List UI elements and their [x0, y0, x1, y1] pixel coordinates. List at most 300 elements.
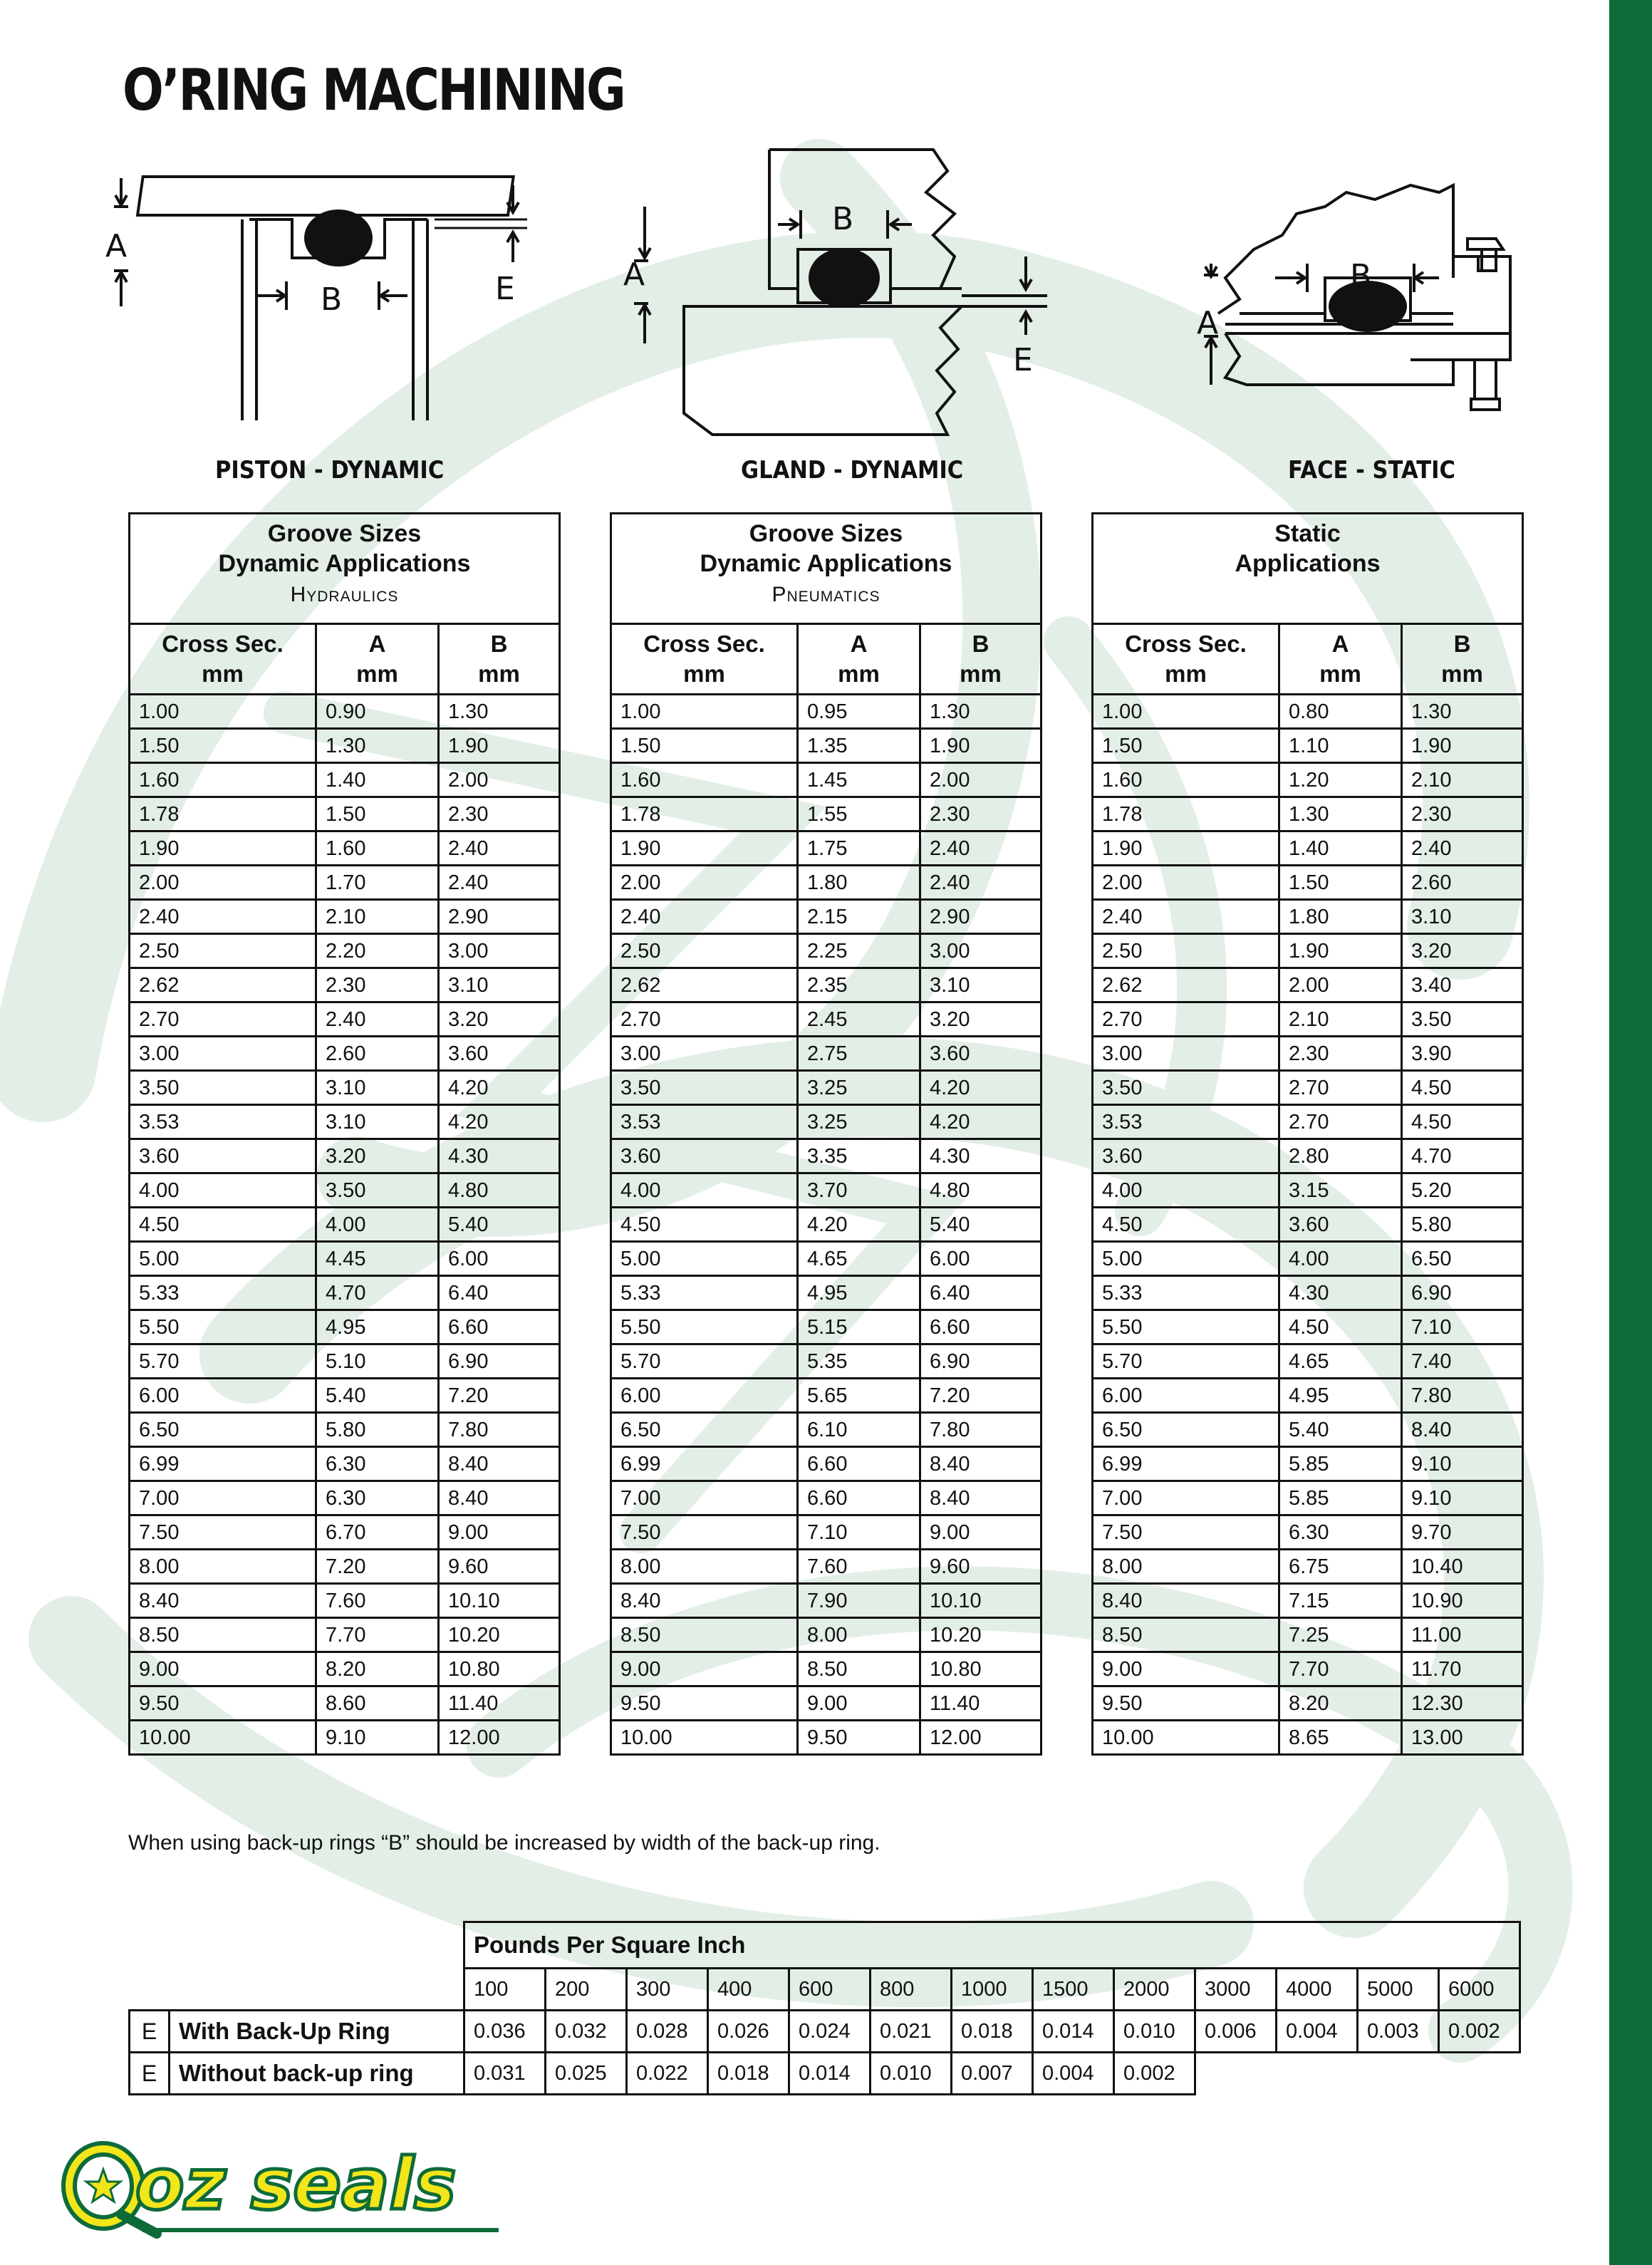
b-value-cell: 2.30 [1402, 797, 1523, 831]
face-static-label: FACE - STATIC [1288, 456, 1455, 484]
table-row [130, 1344, 560, 1379]
cross-section-cell: 3.60 [611, 1139, 798, 1173]
piston-dynamic-label: PISTON - DYNAMIC [215, 456, 445, 484]
cross-section-cell: 8.00 [130, 1550, 316, 1584]
a-value-cell: 5.10 [316, 1344, 439, 1379]
b-value-cell: 2.40 [1402, 831, 1523, 866]
table-row [1093, 1481, 1523, 1515]
a-value-cell: 7.90 [798, 1584, 920, 1618]
b-value-cell: 3.10 [1402, 900, 1523, 934]
a-value-cell: 6.60 [798, 1481, 920, 1515]
cross-section-cell: 2.62 [611, 968, 798, 1002]
b-value-cell: 5.80 [1402, 1208, 1523, 1242]
pressure-header-cell: 3000 [1195, 1969, 1277, 2011]
cross-section-cell: 8.00 [1093, 1550, 1279, 1584]
psi-clearance-table [128, 1921, 1521, 2095]
table-row [611, 729, 1041, 763]
cross-section-cell: 1.60 [1093, 763, 1279, 797]
b-value-cell: 2.00 [439, 763, 560, 797]
table-row [1093, 1037, 1523, 1071]
b-value-cell: 5.20 [1402, 1173, 1523, 1208]
cross-section-cell: 2.40 [611, 900, 798, 934]
b-value-cell: 4.20 [920, 1105, 1041, 1139]
cross-section-cell: 1.50 [1093, 729, 1279, 763]
a-value-cell: 3.15 [1279, 1173, 1402, 1208]
b-value-cell: 5.40 [920, 1208, 1041, 1242]
b-value-cell: 6.90 [439, 1344, 560, 1379]
cross-section-cell: 6.00 [130, 1379, 316, 1413]
a-value-cell: 3.10 [316, 1105, 439, 1139]
cross-section-cell: 1.50 [130, 729, 316, 763]
b-value-cell: 8.40 [439, 1481, 560, 1515]
pressure-header-cell: 800 [871, 1969, 952, 2011]
cross-section-cell: 7.00 [130, 1481, 316, 1515]
a-value-cell: 8.50 [798, 1652, 920, 1686]
table-row [130, 1173, 560, 1208]
b-value-cell: 3.20 [439, 1002, 560, 1037]
clearance-value-cell: 0.002 [1114, 2053, 1195, 2095]
cross-section-cell: 1.78 [130, 797, 316, 831]
a-value-cell: 7.25 [1279, 1618, 1402, 1652]
a-value-cell: 2.80 [1279, 1139, 1402, 1173]
table-row [611, 1208, 1041, 1242]
clearance-value-cell: 0.031 [464, 2053, 546, 2095]
cross-section-cell: 8.40 [611, 1584, 798, 1618]
cross-section-cell: 4.00 [611, 1173, 798, 1208]
pressure-header-cell: 300 [627, 1969, 708, 2011]
logo-wordmark: oz seals [135, 2142, 457, 2226]
cross-section-cell: 4.00 [130, 1173, 316, 1208]
b-value-cell: 2.40 [920, 831, 1041, 866]
a-value-cell: 4.00 [1279, 1242, 1402, 1276]
a-value-cell: 6.30 [316, 1447, 439, 1481]
cross-section-cell: 9.00 [130, 1652, 316, 1686]
b-value-cell: 2.10 [1402, 763, 1523, 797]
a-value-cell: 2.15 [798, 900, 920, 934]
cross-section-cell: 8.40 [1093, 1584, 1279, 1618]
clearance-value-cell: 0.014 [789, 2053, 871, 2095]
table-row [611, 1413, 1041, 1447]
a-value-cell: 4.95 [1279, 1379, 1402, 1413]
cross-section-cell: 9.50 [130, 1686, 316, 1721]
b-value-cell: 3.50 [1402, 1002, 1523, 1037]
table-heading: Static Applications [1093, 514, 1523, 624]
table-row [1093, 1139, 1523, 1173]
b-value-cell: 9.60 [920, 1550, 1041, 1584]
b-value-cell: 3.10 [439, 968, 560, 1002]
cross-section-cell: 7.50 [1093, 1515, 1279, 1550]
cross-section-cell: 1.60 [130, 763, 316, 797]
b-value-cell: 5.40 [439, 1208, 560, 1242]
a-value-cell: 1.40 [316, 763, 439, 797]
a-value-cell: 3.70 [798, 1173, 920, 1208]
table-row [1093, 1208, 1523, 1242]
table-row [611, 1686, 1041, 1721]
b-value-cell: 7.40 [1402, 1344, 1523, 1379]
table-row [611, 1515, 1041, 1550]
a-value-cell: 0.95 [798, 695, 920, 729]
b-value-cell: 6.40 [920, 1276, 1041, 1310]
a-value-cell: 1.75 [798, 831, 920, 866]
dimension-a-label: A [1197, 305, 1219, 341]
table-row [611, 1002, 1041, 1037]
static-groove-table [1091, 512, 1524, 1756]
table-row [611, 900, 1041, 934]
b-value-cell: 6.90 [920, 1344, 1041, 1379]
a-value-cell: 1.60 [316, 831, 439, 866]
a-value-cell: 5.15 [798, 1310, 920, 1344]
a-value-cell: 3.25 [798, 1071, 920, 1105]
cross-section-cell: 5.33 [130, 1276, 316, 1310]
cross-section-cell: 1.00 [611, 695, 798, 729]
a-value-cell: 3.35 [798, 1139, 920, 1173]
dimension-a-label: A [105, 228, 128, 264]
a-value-cell: 4.95 [316, 1310, 439, 1344]
table-row [1093, 968, 1523, 1002]
a-value-cell: 4.20 [798, 1208, 920, 1242]
b-value-cell: 2.30 [920, 797, 1041, 831]
b-value-cell: 2.00 [920, 763, 1041, 797]
table-row [130, 797, 560, 831]
pressure-header-cell: 1000 [952, 1969, 1033, 2011]
cross-section-cell: 1.00 [1093, 695, 1279, 729]
cross-section-cell: 9.50 [611, 1686, 798, 1721]
table-row [1093, 1686, 1523, 1721]
cross-section-cell: 6.99 [1093, 1447, 1279, 1481]
back-up-ring-note: When using back-up rings “B” should be increased by width of the back-up ring. [128, 1831, 880, 1855]
pressure-header-cell: 100 [464, 1969, 546, 2011]
b-value-cell: 9.70 [1402, 1515, 1523, 1550]
table-row [611, 1379, 1041, 1413]
a-value-cell: 3.60 [1279, 1208, 1402, 1242]
b-value-cell: 2.40 [439, 866, 560, 900]
cross-section-cell: 5.70 [130, 1344, 316, 1379]
cross-section-cell: 5.00 [130, 1242, 316, 1276]
gland-dynamic-diagram [620, 135, 1076, 449]
a-value-cell: 4.95 [798, 1276, 920, 1310]
cross-section-cell: 10.00 [130, 1721, 316, 1755]
pneumatics-groove-table [610, 512, 1042, 1756]
b-value-cell: 2.90 [920, 900, 1041, 934]
a-value-cell: 8.20 [316, 1652, 439, 1686]
table-row [130, 1481, 560, 1515]
cross-section-cell: 6.50 [130, 1413, 316, 1447]
b-value-cell: 11.40 [920, 1686, 1041, 1721]
a-value-cell: 7.70 [1279, 1652, 1402, 1686]
b-value-cell: 7.80 [920, 1413, 1041, 1447]
a-value-cell: 2.30 [316, 968, 439, 1002]
dimension-e-label: E [1013, 342, 1033, 378]
cross-section-cell: 5.33 [611, 1276, 798, 1310]
a-value-cell: 2.60 [316, 1037, 439, 1071]
column-header-a: A mm [1279, 624, 1402, 695]
table-row [611, 1242, 1041, 1276]
cross-section-cell: 8.40 [130, 1584, 316, 1618]
cross-section-cell: 2.40 [1093, 900, 1279, 934]
a-value-cell: 2.35 [798, 968, 920, 1002]
b-value-cell: 2.40 [920, 866, 1041, 900]
clearance-value-cell: 0.025 [546, 2053, 627, 2095]
table-row [611, 1276, 1041, 1310]
cross-section-cell: 2.00 [130, 866, 316, 900]
table-row [1093, 1173, 1523, 1208]
cross-section-cell: 9.00 [1093, 1652, 1279, 1686]
b-value-cell: 8.40 [439, 1447, 560, 1481]
b-value-cell: 2.30 [439, 797, 560, 831]
table-row [130, 1037, 560, 1071]
cross-section-cell: 5.00 [1093, 1242, 1279, 1276]
clearance-value-cell: 0.018 [708, 2053, 789, 2095]
table-row [611, 1105, 1041, 1139]
b-value-cell: 8.40 [920, 1481, 1041, 1515]
b-value-cell: 11.00 [1402, 1618, 1523, 1652]
table-row [611, 763, 1041, 797]
a-value-cell: 2.45 [798, 1002, 920, 1037]
clearance-value-cell: 0.007 [952, 2053, 1033, 2095]
cross-section-cell: 8.50 [1093, 1618, 1279, 1652]
cross-section-cell: 7.50 [130, 1515, 316, 1550]
a-value-cell: 1.45 [798, 763, 920, 797]
table-row [130, 1413, 560, 1447]
clearance-value-cell: 0.032 [546, 2011, 627, 2053]
cross-section-cell: 4.50 [611, 1208, 798, 1242]
table-row [130, 1652, 560, 1686]
b-value-cell: 10.80 [920, 1652, 1041, 1686]
a-value-cell: 1.35 [798, 729, 920, 763]
b-value-cell: 6.40 [439, 1276, 560, 1310]
b-value-cell: 1.90 [439, 729, 560, 763]
cross-section-cell: 4.50 [1093, 1208, 1279, 1242]
cross-section-cell: 1.90 [1093, 831, 1279, 866]
cross-section-cell: 1.78 [611, 797, 798, 831]
table-row [1093, 1071, 1523, 1105]
table-row [611, 797, 1041, 831]
b-value-cell: 3.10 [920, 968, 1041, 1002]
table-row [130, 1071, 560, 1105]
pressure-header-cell: 2000 [1114, 1969, 1195, 2011]
a-value-cell: 3.20 [316, 1139, 439, 1173]
pressure-header-cell: 4000 [1277, 1969, 1358, 2011]
page-title: O’RING MACHINING [123, 57, 625, 123]
b-value-cell: 3.00 [439, 934, 560, 968]
cross-section-cell: 1.90 [611, 831, 798, 866]
b-value-cell: 6.50 [1402, 1242, 1523, 1276]
a-value-cell: 6.75 [1279, 1550, 1402, 1584]
row-letter: E [130, 2011, 170, 2053]
b-value-cell: 12.30 [1402, 1686, 1523, 1721]
gland-dynamic-label: GLAND - DYNAMIC [741, 456, 964, 484]
b-value-cell: 6.00 [920, 1242, 1041, 1276]
b-value-cell: 10.40 [1402, 1550, 1523, 1584]
b-value-cell: 4.50 [1402, 1071, 1523, 1105]
table-row [1093, 1721, 1523, 1755]
table-row [1093, 1652, 1523, 1686]
cross-section-cell: 3.53 [1093, 1105, 1279, 1139]
a-value-cell: 5.85 [1279, 1447, 1402, 1481]
column-header-b: B mm [439, 624, 560, 695]
table-row [1093, 1447, 1523, 1481]
a-value-cell: 5.40 [316, 1379, 439, 1413]
b-value-cell: 4.20 [439, 1071, 560, 1105]
b-value-cell: 10.20 [439, 1618, 560, 1652]
table-row [1093, 866, 1523, 900]
table-row [611, 866, 1041, 900]
a-value-cell: 6.60 [798, 1447, 920, 1481]
cross-section-cell: 3.53 [130, 1105, 316, 1139]
b-value-cell: 7.10 [1402, 1310, 1523, 1344]
table-row [130, 1208, 560, 1242]
a-value-cell: 2.40 [316, 1002, 439, 1037]
b-value-cell: 2.40 [439, 831, 560, 866]
cross-section-cell: 1.78 [1093, 797, 1279, 831]
table-row [611, 934, 1041, 968]
cross-section-cell: 3.60 [130, 1139, 316, 1173]
cross-section-cell: 5.50 [1093, 1310, 1279, 1344]
b-value-cell: 4.30 [920, 1139, 1041, 1173]
table-row [611, 831, 1041, 866]
clearance-value-cell: 0.004 [1033, 2053, 1114, 2095]
a-value-cell: 8.00 [798, 1618, 920, 1652]
cross-section-cell: 6.00 [1093, 1379, 1279, 1413]
table-row [611, 1344, 1041, 1379]
table-row [1093, 1344, 1523, 1379]
a-value-cell: 1.40 [1279, 831, 1402, 866]
column-header-cross-section: Cross Sec. mm [611, 624, 798, 695]
a-value-cell: 7.10 [798, 1515, 920, 1550]
table-row [1093, 763, 1523, 797]
cross-section-cell: 1.50 [611, 729, 798, 763]
cross-section-cell: 5.33 [1093, 1276, 1279, 1310]
cross-section-cell: 8.00 [611, 1550, 798, 1584]
table-row [611, 1139, 1041, 1173]
clearance-value-cell: 0.004 [1277, 2011, 1358, 2053]
column-header-b: B mm [920, 624, 1041, 695]
pressure-header-cell: 200 [546, 1969, 627, 2011]
clearance-value-cell: 0.022 [627, 2053, 708, 2095]
column-header-a: A mm [798, 624, 920, 695]
cross-section-cell: 2.50 [1093, 934, 1279, 968]
b-value-cell: 6.60 [920, 1310, 1041, 1344]
cross-section-cell: 5.70 [1093, 1344, 1279, 1379]
row-label-with-backup: With Back-Up Ring [170, 2011, 464, 2053]
cross-section-cell: 6.99 [611, 1447, 798, 1481]
table-row [130, 1310, 560, 1344]
cross-section-cell: 2.50 [130, 934, 316, 968]
cross-section-cell: 9.00 [611, 1652, 798, 1686]
a-value-cell: 3.50 [316, 1173, 439, 1208]
row-letter: E [130, 2053, 170, 2095]
table-row [1093, 934, 1523, 968]
cross-section-cell: 5.50 [611, 1310, 798, 1344]
table-row [130, 1550, 560, 1584]
table-row [130, 729, 560, 763]
cross-section-cell: 6.50 [611, 1413, 798, 1447]
hydraulics-groove-table [128, 512, 561, 1756]
b-value-cell: 3.60 [920, 1037, 1041, 1071]
table-row [130, 1139, 560, 1173]
table-row [1093, 1413, 1523, 1447]
table-row [130, 1242, 560, 1276]
b-value-cell: 8.40 [920, 1447, 1041, 1481]
a-value-cell: 8.60 [316, 1686, 439, 1721]
cross-section-cell: 5.50 [130, 1310, 316, 1344]
cross-section-cell: 8.50 [611, 1618, 798, 1652]
table-row [611, 1310, 1041, 1344]
table-row [1093, 831, 1523, 866]
table-row [130, 831, 560, 866]
a-value-cell: 4.65 [798, 1242, 920, 1276]
column-header-cross-section: Cross Sec. mm [1093, 624, 1279, 695]
b-value-cell: 12.00 [920, 1721, 1041, 1755]
table-row [1093, 1515, 1523, 1550]
table-row [611, 1550, 1041, 1584]
table-row [1093, 797, 1523, 831]
a-value-cell: 2.00 [1279, 968, 1402, 1002]
b-value-cell: 4.80 [439, 1173, 560, 1208]
clearance-value-cell: 0.018 [952, 2011, 1033, 2053]
a-value-cell: 9.50 [798, 1721, 920, 1755]
b-value-cell: 11.70 [1402, 1652, 1523, 1686]
cross-section-cell: 2.70 [130, 1002, 316, 1037]
table-heading: Groove Sizes Dynamic Applications Pneumatics [611, 514, 1041, 624]
pressure-header-cell: 6000 [1439, 1969, 1520, 2011]
table-row [130, 1002, 560, 1037]
b-value-cell: 7.80 [1402, 1379, 1523, 1413]
table-row [1093, 1242, 1523, 1276]
table-row [611, 1447, 1041, 1481]
cross-section-cell: 7.50 [611, 1515, 798, 1550]
b-value-cell: 1.90 [920, 729, 1041, 763]
b-value-cell: 8.40 [1402, 1413, 1523, 1447]
clearance-value-cell: 0.026 [708, 2011, 789, 2053]
clearance-value-cell: 0.010 [1114, 2011, 1195, 2053]
a-value-cell: 1.20 [1279, 763, 1402, 797]
cross-section-cell: 1.60 [611, 763, 798, 797]
a-value-cell: 6.30 [316, 1481, 439, 1515]
clearance-value-cell: 0.006 [1195, 2011, 1277, 2053]
table-row [1093, 729, 1523, 763]
pressure-header-cell: 1500 [1033, 1969, 1114, 2011]
a-value-cell: 1.80 [1279, 900, 1402, 934]
a-value-cell: 1.50 [316, 797, 439, 831]
cross-section-cell: 2.70 [611, 1002, 798, 1037]
table-row [130, 695, 560, 729]
table-row [130, 1686, 560, 1721]
cross-section-cell: 3.50 [1093, 1071, 1279, 1105]
b-value-cell: 3.20 [920, 1002, 1041, 1037]
b-value-cell: 6.60 [439, 1310, 560, 1344]
cross-section-cell: 3.50 [130, 1071, 316, 1105]
b-value-cell: 4.20 [920, 1071, 1041, 1105]
cross-section-cell: 5.70 [611, 1344, 798, 1379]
b-value-cell: 3.90 [1402, 1037, 1523, 1071]
piston-dynamic-diagram [100, 150, 556, 435]
clearance-value-cell: 0.002 [1439, 2011, 1520, 2053]
b-value-cell: 9.00 [439, 1515, 560, 1550]
b-value-cell: 10.10 [439, 1584, 560, 1618]
a-value-cell: 5.85 [1279, 1481, 1402, 1515]
a-value-cell: 3.25 [798, 1105, 920, 1139]
b-value-cell: 1.90 [1402, 729, 1523, 763]
a-value-cell: 4.30 [1279, 1276, 1402, 1310]
table-row [611, 1584, 1041, 1618]
clearance-value-cell: 0.014 [1033, 2011, 1114, 2053]
a-value-cell: 1.30 [316, 729, 439, 763]
column-header-a: A mm [316, 624, 439, 695]
cross-section-cell: 3.60 [1093, 1139, 1279, 1173]
cross-section-cell: 6.50 [1093, 1413, 1279, 1447]
a-value-cell: 7.60 [798, 1550, 920, 1584]
